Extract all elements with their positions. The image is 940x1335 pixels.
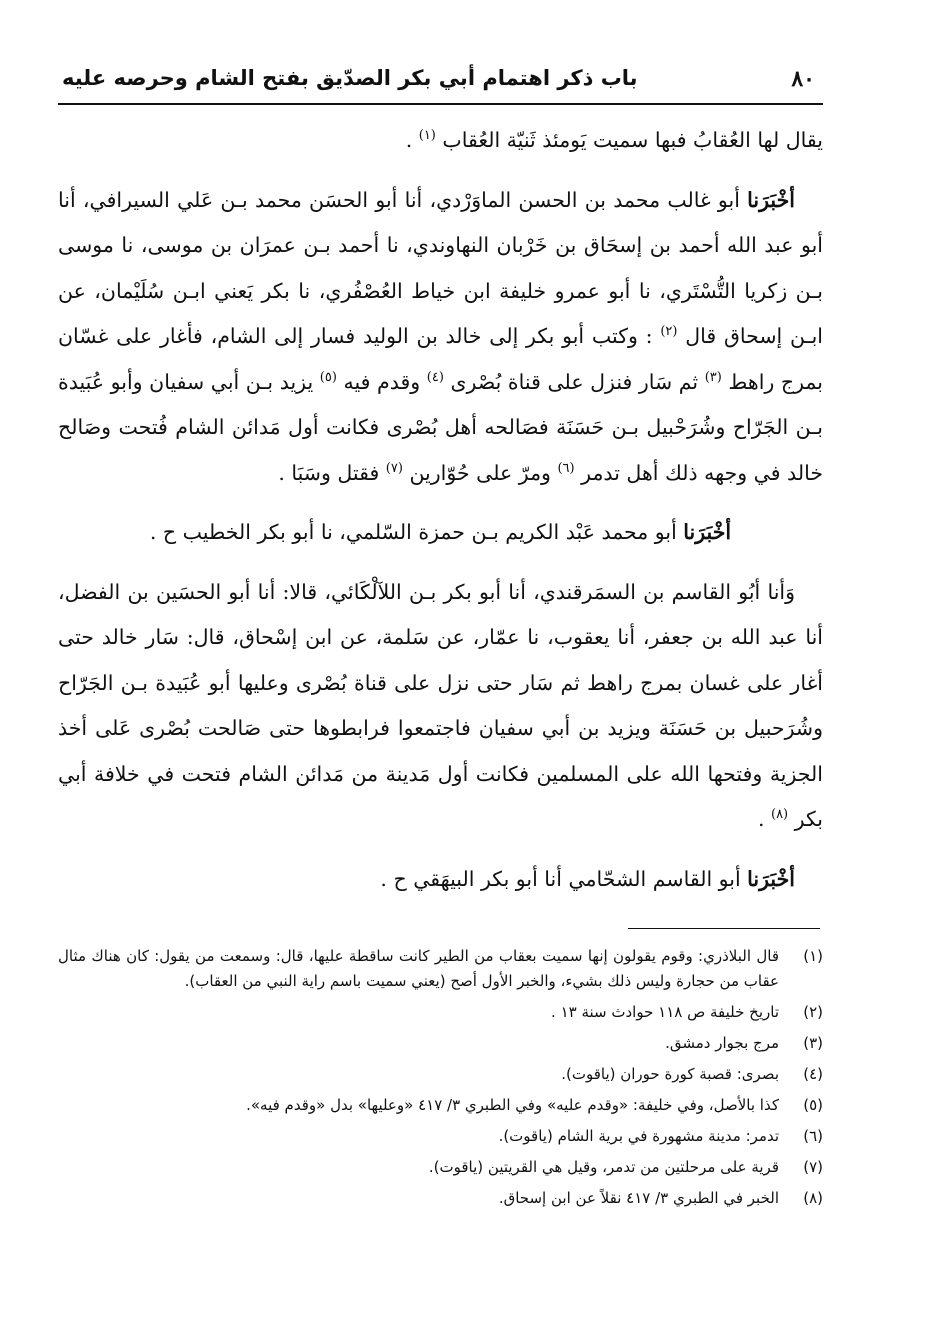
footnote-ref: (١) bbox=[418, 128, 436, 144]
footnote-ref: (٤) bbox=[426, 369, 444, 385]
footnote-ref: (٥) bbox=[319, 369, 337, 385]
footnote-number: (٦) bbox=[803, 1127, 823, 1145]
paragraph-5: أخْبَرَنا أبو القاسم الشحّامي أنا أبو بكر البيهَقي ح . bbox=[380, 866, 795, 891]
footnote-number: (١) bbox=[803, 947, 823, 965]
footnote-number: (٨) bbox=[803, 1189, 823, 1207]
footnote-item bbox=[58, 1000, 823, 1025]
narration-keyword: أخْبَرَنا bbox=[747, 866, 795, 891]
footnote-text: قال البلاذري: وقوم يقولون إنها سميت بعقاب من الطير كانت ساقطة عليها، قال: وسمعت من يقول: كان هناك مثال عقاب من حجارة وليس ذلك بشيء، والخبر الأول أصح (يعني سميت باسم راية النبي من العقاب). bbox=[58, 947, 779, 990]
footnote-text: كذا بالأصل، وفي خليفة: «وقدم عليه» وفي الطبري ٣/ ٤١٧ «وعليها» بدل «وقدم فيه». bbox=[246, 1096, 779, 1114]
footnote-ref: (٣) bbox=[704, 369, 722, 385]
footnote-separator bbox=[628, 928, 820, 929]
footnote-ref: (٢) bbox=[660, 324, 678, 340]
footnote-text: مرج بجوار دمشق. bbox=[665, 1034, 779, 1052]
header-rule bbox=[58, 103, 823, 105]
footnote-number: (٣) bbox=[803, 1034, 823, 1052]
footnote-item bbox=[58, 1031, 823, 1056]
main-text bbox=[58, 118, 823, 916]
footnote-text: تدمر: مدينة مشهورة في برية الشام (ياقوت). bbox=[498, 1127, 779, 1145]
footnote-item bbox=[58, 944, 823, 994]
footnote-ref: (٦) bbox=[557, 460, 575, 476]
footnotes bbox=[58, 944, 823, 1217]
footnote-item bbox=[58, 1093, 823, 1118]
footnote-number: (٧) bbox=[803, 1158, 823, 1176]
paragraph-4: وَأنا أبُو القاسم بن السمَرقندي، أنا أبو بكر بـن اللآلْكَائي، قالا: أنا أبو الحسَين بن الفضل، أنا عبد الله بن جعفر، أنا يعقوب، نا عمّار، عن سَلمة، عن ابن إسْحاق، قال: سَار خالد حتى أغار على غسان بمرج راهط ثم سَار حتى نزل على قناة بُصْرى وعليها أبو عُبَيدة بـن الجَرّاح وشُرَحبيل بن حَسَنَة ويزيد بن أبي سفيان فاجتمعوا فرابطوها حتى صَالحت بُصْرى عَلى أخذ الجزية وفتحها الله على المسلمين فكانت أول مَدينة من مَدائن الشام فتحت في خلافة أبي بكر $^{(٨)}$ . bbox=[58, 579, 823, 831]
narration-keyword: أخْبَرَنا bbox=[683, 520, 732, 544]
running-title: باب ذكر اهتمام أبي بكر الصدّيق بفتح الشام وحرصه عليه bbox=[62, 66, 638, 90]
footnote-text: الخبر في الطبري ٣/ ٤١٧ نقلاً عن ابن إسحاق. bbox=[498, 1189, 779, 1207]
paragraph-2: أخْبَرَنا أبو غالب محمد بن الحسن الماوَرْدي، أنا أبو الحسَن محمد بـن عَلي السيرافي، أنا أبو عبد الله أحمد بن إسحَاق بن خَرْبان النهاوندي، نا أحمد بـن عمرَان بن موسى، نا موسى بـن زكريا التُّسْتَري، نا أبو عمرو خليفة ابن خياط العُصْفُري، نا بكر يَعني ابـن سُلَيْمان، عن ابـن إسحاق قال $^{(٢)}$ : وكتب أبو بكر إلى خالد بن الوليد فسار إلى الشام، فأغار على غسّان بمرج راهط $^{(٣)}$ ثم سَار فنزل على قناة بُصْرى $^{(٤)}$ وقدم فيه $^{(٥)}$ يزيد بـن أبي سفيان وأبو عُبَيدة بـن الجَرّاح وشُرَحْبيل بـن حَسَنَة فصَالحه أهل بُصْرى فكانت أول مَدائن الشام فُتحت وصَالح خالد في وجهه ذلك أهل تدمر $^{(٦)}$ ومرّ على حُوّارين $^{(٧)}$ فقتل وسَبَا . bbox=[58, 187, 823, 485]
paragraph-1: يقال لها العُقابُ فبها سميت يَومئذ ثَنيّة العُقاب $^{(١)}$ . bbox=[405, 128, 823, 152]
footnote-ref: (٧) bbox=[385, 460, 403, 476]
footnote-text: تاريخ خليفة ص ١١٨ حوادث سنة ١٣ . bbox=[551, 1003, 779, 1021]
footnote-number: (٢) bbox=[803, 1003, 823, 1021]
footnote-text: قرية على مرحلتين من تدمر، وقيل هي القريتين (ياقوت). bbox=[428, 1158, 779, 1176]
paragraph-3: أخْبَرَنا أبو محمد عَبْد الكريم بـن حمزة السّلمي، نا أبو بكر الخطيب ح . bbox=[149, 520, 732, 544]
page-header bbox=[58, 60, 823, 102]
footnote-item bbox=[58, 1124, 823, 1149]
page-number: ٨٠ bbox=[791, 66, 815, 92]
footnote-number: (٤) bbox=[803, 1065, 823, 1083]
footnote-text: بصرى: قصبة كورة حوران (ياقوت). bbox=[561, 1065, 779, 1083]
footnote-ref: (٨) bbox=[770, 807, 789, 823]
narration-keyword: أخْبَرَنا bbox=[747, 187, 795, 212]
footnote-item bbox=[58, 1062, 823, 1087]
footnote-number: (٥) bbox=[803, 1096, 823, 1114]
footnote-item bbox=[58, 1186, 823, 1211]
footnote-item bbox=[58, 1155, 823, 1180]
